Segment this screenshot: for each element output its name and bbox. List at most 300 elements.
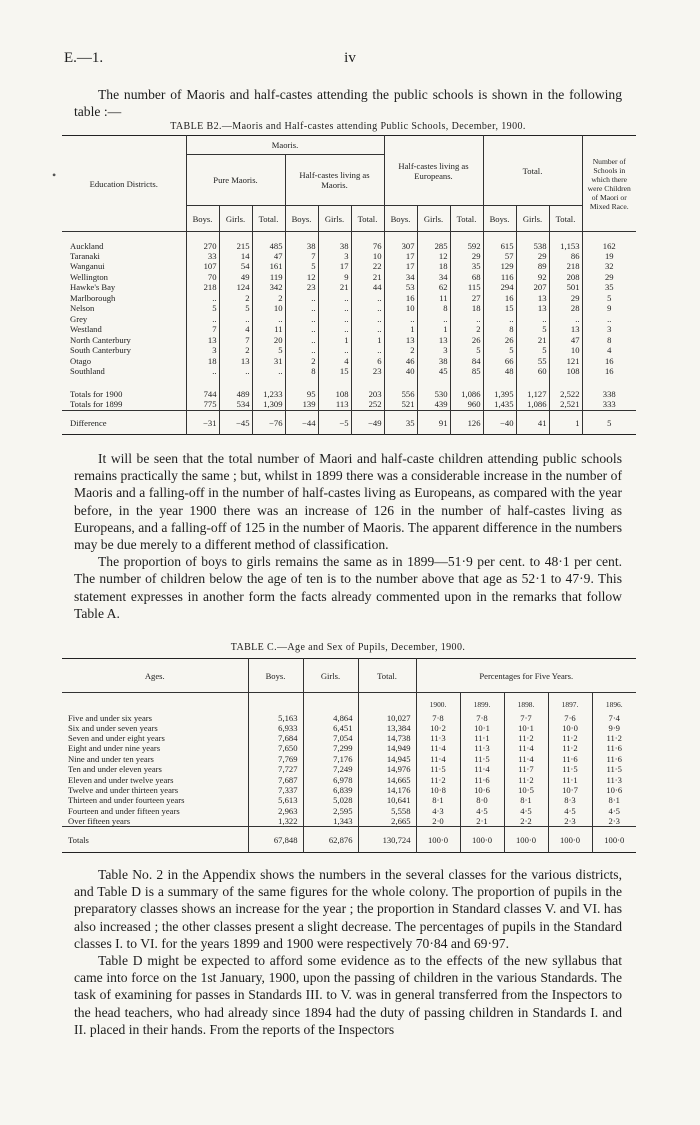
cell-value: 46	[384, 356, 417, 367]
cell-value: 7	[285, 251, 318, 262]
table-row	[62, 356, 636, 367]
cell-value: 126	[450, 411, 483, 435]
cell-value: ..	[252, 366, 285, 377]
cell-value: 21	[516, 335, 549, 346]
cell-value: ..	[318, 293, 351, 304]
cell-value: 1,395	[483, 377, 516, 399]
cell-value: 9	[607, 303, 612, 314]
cell-value: 5	[516, 345, 549, 356]
percentage-value: 10·8	[416, 785, 460, 795]
cell-value: 5	[285, 261, 318, 272]
cell-value: ..	[318, 303, 351, 314]
percentage-value: 11·5	[548, 764, 592, 774]
cell-value: ..	[252, 314, 285, 325]
percentage-value: 2·3	[548, 816, 592, 827]
cell-value: 16	[483, 293, 516, 304]
cell-value: 28	[549, 303, 582, 314]
row-label: Marlborough	[62, 293, 186, 304]
row-label: Totals for 1899	[62, 399, 186, 411]
cell-value: 7,337	[248, 785, 303, 795]
percentage-value: 100·0	[548, 827, 592, 853]
cell-value: 1,153	[549, 232, 582, 251]
percentage-value: 100·0	[416, 827, 460, 853]
cell-value: 10,027	[358, 709, 416, 723]
cell-value: 1,086	[450, 377, 483, 399]
boys-header: Boys.	[483, 206, 516, 232]
cell-value: 10,641	[358, 795, 416, 805]
cell-value: 67,848	[248, 827, 303, 853]
boys-header: Boys.	[285, 206, 318, 232]
cell-value: 5,163	[248, 709, 303, 723]
row-label: Totals	[62, 827, 248, 853]
percentage-value: 11·2	[416, 774, 460, 784]
percentage-value: 11·4	[504, 743, 548, 753]
percentage-value: 11·2	[548, 733, 592, 743]
cell-value: 92	[516, 272, 549, 283]
percentage-value: 11·2	[504, 774, 548, 784]
percentage-value: 11·6	[606, 753, 622, 764]
cell-value: ..	[384, 314, 417, 325]
cell-value: 84	[450, 356, 483, 367]
cell-value: 32	[604, 261, 614, 272]
cell-value: ..	[351, 314, 384, 325]
total-header: Total.	[549, 206, 582, 232]
cell-value: 294	[483, 282, 516, 293]
cell-value: ..	[318, 324, 351, 335]
cell-value: 11	[252, 324, 285, 335]
cell-value: 7,769	[248, 754, 303, 764]
cell-value: 119	[252, 272, 285, 283]
percentage-value: 11·2	[548, 743, 592, 753]
cell-value: 7,299	[303, 743, 358, 753]
cell-value: 1,086	[516, 399, 549, 411]
cell-value: ..	[351, 303, 384, 314]
row-label: Taranaki	[62, 251, 186, 262]
cell-value: 12	[285, 272, 318, 283]
cell-value: 7,176	[303, 754, 358, 764]
year-header: 1898.	[504, 693, 548, 709]
table-row	[62, 232, 636, 251]
schools-header: Number of Schools in which there were Children of Maori or Mixed Race.	[587, 156, 631, 211]
cell-value: ..	[285, 345, 318, 356]
cell-value: 26	[483, 335, 516, 346]
girls-header: Girls.	[417, 206, 450, 232]
table-c-body	[62, 693, 636, 853]
percentage-value: 2·1	[460, 816, 504, 827]
cell-value: 13,384	[358, 723, 416, 733]
cell-value: 18	[417, 261, 450, 272]
table-row	[62, 723, 636, 733]
cell-value: 34	[384, 272, 417, 283]
cell-value: 270	[186, 232, 219, 251]
cell-value: ..	[186, 314, 219, 325]
table-row	[62, 733, 636, 743]
table-row	[62, 709, 636, 723]
percentage-value: 11·6	[606, 743, 622, 754]
cell-value: 57	[483, 251, 516, 262]
cell-value: 29	[450, 251, 483, 262]
cell-value: 5	[219, 303, 252, 314]
cell-value: 18	[186, 356, 219, 367]
cell-value: ..	[318, 345, 351, 356]
cell-value: 91	[417, 411, 450, 435]
cell-value: 2,595	[303, 806, 358, 816]
table-b2-body	[62, 232, 636, 435]
table-row	[62, 303, 636, 314]
cell-value: 66	[483, 356, 516, 367]
cell-value: 45	[417, 366, 450, 377]
paragraph-4-text: Table D might be expected to afford some evidence as to the effects of the new syllabus that came into force on the 1st January, 1900, upon the passing of children in the various Standards. The task of examining for passes in Standards III. to V. was in general transferred from the Inspectors to the head teachers, who had already since 1894 had the duty of passing children in Standards I. and II. placed in their hands. From the reports of the Inspectors	[74, 953, 622, 1037]
cell-value: 113	[318, 399, 351, 411]
boys-header: Boys.	[384, 206, 417, 232]
cell-value: 15	[318, 366, 351, 377]
ages-header: Ages.	[62, 659, 248, 693]
page-number: iv	[344, 50, 356, 66]
margin-mark: •	[52, 168, 57, 182]
spacer-cell	[303, 693, 358, 709]
percentage-value: 11·1	[460, 733, 504, 743]
cell-value: 26	[450, 335, 483, 346]
percentage-value: 11·2	[606, 733, 622, 744]
pure-maoris-header: Pure Maoris.	[186, 155, 285, 206]
cell-value: 2	[285, 356, 318, 367]
cell-value: 4	[318, 356, 351, 367]
cell-value: 8	[483, 324, 516, 335]
cell-value: 9	[318, 272, 351, 283]
cell-value: 4,864	[303, 709, 358, 723]
cell-value: 2,522	[549, 377, 582, 399]
percentage-value: 11·6	[548, 754, 592, 764]
cell-value: ..	[351, 324, 384, 335]
girls-header: Girls.	[219, 206, 252, 232]
cell-value: 17	[384, 251, 417, 262]
girls-header: Girls.	[516, 206, 549, 232]
table-row	[62, 345, 636, 356]
table-row	[62, 261, 636, 272]
cell-value: −49	[351, 411, 384, 435]
percentage-value: 11·3	[606, 774, 622, 785]
cell-value: ..	[186, 293, 219, 304]
row-label: Grey	[62, 314, 186, 325]
cell-value: 41	[516, 411, 549, 435]
percentage-value: 10·0	[548, 723, 592, 733]
cell-value: 744	[186, 377, 219, 399]
district-header: Education Districts.	[62, 136, 186, 232]
cell-value: 18	[450, 303, 483, 314]
cell-value: 6,839	[303, 785, 358, 795]
cell-value: 29	[516, 251, 549, 262]
cell-value: 4	[219, 324, 252, 335]
cell-value: 3	[417, 345, 450, 356]
percentage-value: 2·2	[504, 816, 548, 827]
row-label: Thirteen and under fourteen years	[62, 795, 248, 805]
cell-value: 47	[549, 335, 582, 346]
cell-value: 285	[417, 232, 450, 251]
cell-value: 17	[318, 261, 351, 272]
table-row	[62, 743, 636, 753]
table-row	[62, 764, 636, 774]
cell-value: 7,054	[303, 733, 358, 743]
table-row	[62, 293, 636, 304]
cell-value: 2	[384, 345, 417, 356]
cell-value: 15	[483, 303, 516, 314]
row-label: Nelson	[62, 303, 186, 314]
cell-value: 8	[607, 334, 612, 345]
cell-value: 116	[483, 272, 516, 283]
table-row	[62, 795, 636, 805]
cell-value: 7,650	[248, 743, 303, 753]
table-row	[62, 816, 636, 827]
table-row	[62, 366, 636, 377]
cell-value: 7,249	[303, 764, 358, 774]
cell-value: 60	[516, 366, 549, 377]
percentage-value: 10·6	[460, 785, 504, 795]
cell-value: 556	[384, 377, 417, 399]
percentage-value: 11·1	[548, 774, 592, 784]
year-header: 1896.	[605, 699, 623, 709]
cell-value: 10	[351, 251, 384, 262]
cell-value: 5,028	[303, 795, 358, 805]
cell-value: 1	[384, 324, 417, 335]
cell-value: 1,322	[248, 816, 303, 827]
row-label: Twelve and under thirteen years	[62, 785, 248, 795]
cell-value: 38	[318, 232, 351, 251]
intro-paragraph	[74, 86, 622, 120]
cell-value: 14,665	[358, 774, 416, 784]
row-label: Wanganui	[62, 261, 186, 272]
row-label: Nine and under ten years	[62, 754, 248, 764]
cell-value: 76	[351, 232, 384, 251]
cell-value: 22	[351, 261, 384, 272]
percentage-value: 100·0	[604, 834, 625, 845]
cell-value: 16	[604, 355, 614, 366]
percentage-value: 100·0	[504, 827, 548, 853]
cell-value: 13	[516, 293, 549, 304]
percentage-value: 9·9	[608, 722, 620, 733]
cell-value: 485	[252, 232, 285, 251]
cell-value: ..	[285, 324, 318, 335]
percentage-value: 10·1	[504, 723, 548, 733]
cell-value: 121	[549, 356, 582, 367]
percentage-value: 11·3	[416, 733, 460, 743]
cell-value: 5,558	[358, 806, 416, 816]
row-label: Wellington	[62, 272, 186, 283]
cell-value: 27	[450, 293, 483, 304]
cell-value: 13	[549, 324, 582, 335]
percentage-value: 10·5	[504, 785, 548, 795]
cell-value: 6	[351, 356, 384, 367]
cell-value: 124	[219, 282, 252, 293]
row-label: Seven and under eight years	[62, 733, 248, 743]
table-row	[62, 806, 636, 816]
cell-value: −76	[252, 411, 285, 435]
cell-value: 33	[186, 251, 219, 262]
cell-value: 1,435	[483, 399, 516, 411]
cell-value: 1	[318, 335, 351, 346]
cell-value: ..	[607, 313, 612, 324]
cell-value: ..	[285, 314, 318, 325]
cell-value: 38	[285, 232, 318, 251]
percentage-value: 11·5	[460, 754, 504, 764]
cell-value: 2,963	[248, 806, 303, 816]
cell-value: 5	[186, 303, 219, 314]
row-label: Fourteen and under fifteen years	[62, 806, 248, 816]
percentage-value: 7·4	[608, 712, 620, 723]
cell-value: 2	[219, 293, 252, 304]
boys-header: Boys.	[186, 206, 219, 232]
row-label: Five and under six years	[62, 709, 248, 723]
cell-value: 615	[483, 232, 516, 251]
cell-value: 13	[417, 335, 450, 346]
intro-text: The number of Maoris and half-castes attending the public schools is shown in the following table :—	[74, 87, 622, 120]
percentage-value: 7·6	[548, 709, 592, 723]
cell-value: 5	[483, 345, 516, 356]
percentage-value: 4·5	[504, 806, 548, 816]
boys-header: Boys.	[248, 659, 303, 693]
percentage-value: 11·4	[504, 754, 548, 764]
cell-value: 40	[384, 366, 417, 377]
table-c-caption: TABLE C.—Age and Sex of Pupils, December, 1900.	[230, 642, 466, 653]
cell-value: 333	[602, 399, 616, 410]
table-row	[62, 785, 636, 795]
percentage-value: 11·4	[416, 754, 460, 764]
paragraph-3-text: Table No. 2 in the Appendix shows the numbers in the several classes for the various districts, and Table D is a summary of the same figures for the whole colony. The proportion of pupils in the preparatory classes shows an increase for the year ; the proportion in Standard classes V. and VI. has also increased ; the other classes present a slight decrease. The percentages of pupils in the Standard classes I. to VI. for the years 1899 and 1900 were respectively 70·84 and 69·97.	[74, 867, 622, 951]
cell-value: 23	[285, 282, 318, 293]
row-label: Totals for 1900	[62, 377, 186, 399]
row-label: Auckland	[62, 232, 186, 251]
row-label: South Canterbury	[62, 345, 186, 356]
cell-value: 538	[516, 232, 549, 251]
cell-value: 218	[549, 261, 582, 272]
percentage-value: 11·5	[606, 764, 622, 775]
cell-value: 16	[604, 366, 614, 377]
total-group-header: Total.	[483, 136, 582, 206]
cell-value: ..	[351, 345, 384, 356]
percentage-value: 7·8	[460, 709, 504, 723]
cell-value: 14,976	[358, 764, 416, 774]
cell-value: 89	[516, 261, 549, 272]
cell-value: 47	[252, 251, 285, 262]
cell-value: 23	[351, 366, 384, 377]
cell-value: ..	[450, 314, 483, 325]
row-label: Over fifteen years	[62, 816, 248, 827]
year-header: 1900.	[416, 693, 460, 709]
row-label: Otago	[62, 356, 186, 367]
percentage-value: 10·7	[548, 785, 592, 795]
girls-header: Girls.	[303, 659, 358, 693]
row-label: Eight and under nine years	[62, 743, 248, 753]
table-row	[62, 411, 636, 435]
year-header: 1897.	[548, 693, 592, 709]
table-row	[62, 314, 636, 325]
cell-value: 17	[384, 261, 417, 272]
cell-value: 208	[549, 272, 582, 283]
cell-value: 85	[450, 366, 483, 377]
total-header: Total.	[351, 206, 384, 232]
cell-value: 2,665	[358, 816, 416, 827]
cell-value: 14,945	[358, 754, 416, 764]
cell-value: 775	[186, 399, 219, 411]
cell-value: 530	[417, 377, 450, 399]
cell-value: 29	[604, 271, 614, 282]
total-header: Total.	[450, 206, 483, 232]
table-row	[62, 377, 636, 399]
percentage-value: 7·7	[504, 709, 548, 723]
percentage-value: 11·5	[416, 764, 460, 774]
cell-value: 14,949	[358, 743, 416, 753]
percentage-value: 7·8	[416, 709, 460, 723]
cell-value: 54	[219, 261, 252, 272]
cell-value: 2,521	[549, 399, 582, 411]
cell-value: 70	[186, 272, 219, 283]
percentage-value: 8·0	[460, 795, 504, 805]
percentage-value: 10·2	[416, 723, 460, 733]
cell-value: 6,451	[303, 723, 358, 733]
percentages-header: Percentages for Five Years.	[479, 670, 574, 681]
cell-value: 13	[516, 303, 549, 314]
percentage-value: 11·2	[504, 733, 548, 743]
cell-value: 139	[285, 399, 318, 411]
spacer-cell	[62, 693, 248, 709]
cell-value: 62	[417, 282, 450, 293]
cell-value: 5,613	[248, 795, 303, 805]
cell-value: 161	[252, 261, 285, 272]
row-label: North Canterbury	[62, 335, 186, 346]
paragraph-3	[74, 866, 622, 1038]
cell-value: 6,933	[248, 723, 303, 733]
cell-value: 35	[604, 282, 614, 293]
cell-value: −40	[483, 411, 516, 435]
cell-value: 218	[186, 282, 219, 293]
cell-value: 489	[219, 377, 252, 399]
table-row	[62, 827, 636, 853]
row-label: Southland	[62, 366, 186, 377]
row-label: Difference	[62, 411, 186, 435]
cell-value: ..	[516, 314, 549, 325]
cell-value: 53	[384, 282, 417, 293]
cell-value: ..	[186, 366, 219, 377]
cell-value: 10	[549, 345, 582, 356]
cell-value: 21	[351, 272, 384, 283]
cell-value: 34	[417, 272, 450, 283]
cell-value: 3	[186, 345, 219, 356]
cell-value: 68	[450, 272, 483, 283]
cell-value: 7,687	[248, 774, 303, 784]
cell-value: 38	[417, 356, 450, 367]
cell-value: 439	[417, 399, 450, 411]
cell-value: 129	[483, 261, 516, 272]
percentage-value: 4·5	[548, 806, 592, 816]
cell-value: 338	[602, 388, 616, 399]
cell-value: 107	[186, 261, 219, 272]
cell-value: 1	[351, 335, 384, 346]
percentage-value: 11·6	[460, 774, 504, 784]
cell-value: 8	[417, 303, 450, 314]
percentage-value: 4·3	[416, 806, 460, 816]
cell-value: 13	[384, 335, 417, 346]
percentage-value: 8·1	[608, 795, 620, 806]
cell-value: −45	[219, 411, 252, 435]
paragraph-1-text: It will be seen that the total number of Maori and half-caste children attending public schools remains practically the same ; but, whilst in 1899 there was a considerable increase in the number of Maoris and a falling-off in the number of half-castes living as Europeans, as compared with the year before, in the year 1900 there was an increase of 126 in the number of half-castes living as Europeans, and a falling-off of 125 in the number of Maoris. The apparent difference in the numbers may be due merely to a different method of classification.	[74, 451, 622, 553]
cell-value: 521	[384, 399, 417, 411]
cell-value: ..	[483, 314, 516, 325]
cell-value: 4	[607, 345, 612, 356]
table-b2	[62, 135, 636, 435]
cell-value: 1	[417, 324, 450, 335]
cell-value: 86	[549, 251, 582, 262]
cell-value: 2	[219, 345, 252, 356]
percentage-value: 8·1	[504, 795, 548, 805]
